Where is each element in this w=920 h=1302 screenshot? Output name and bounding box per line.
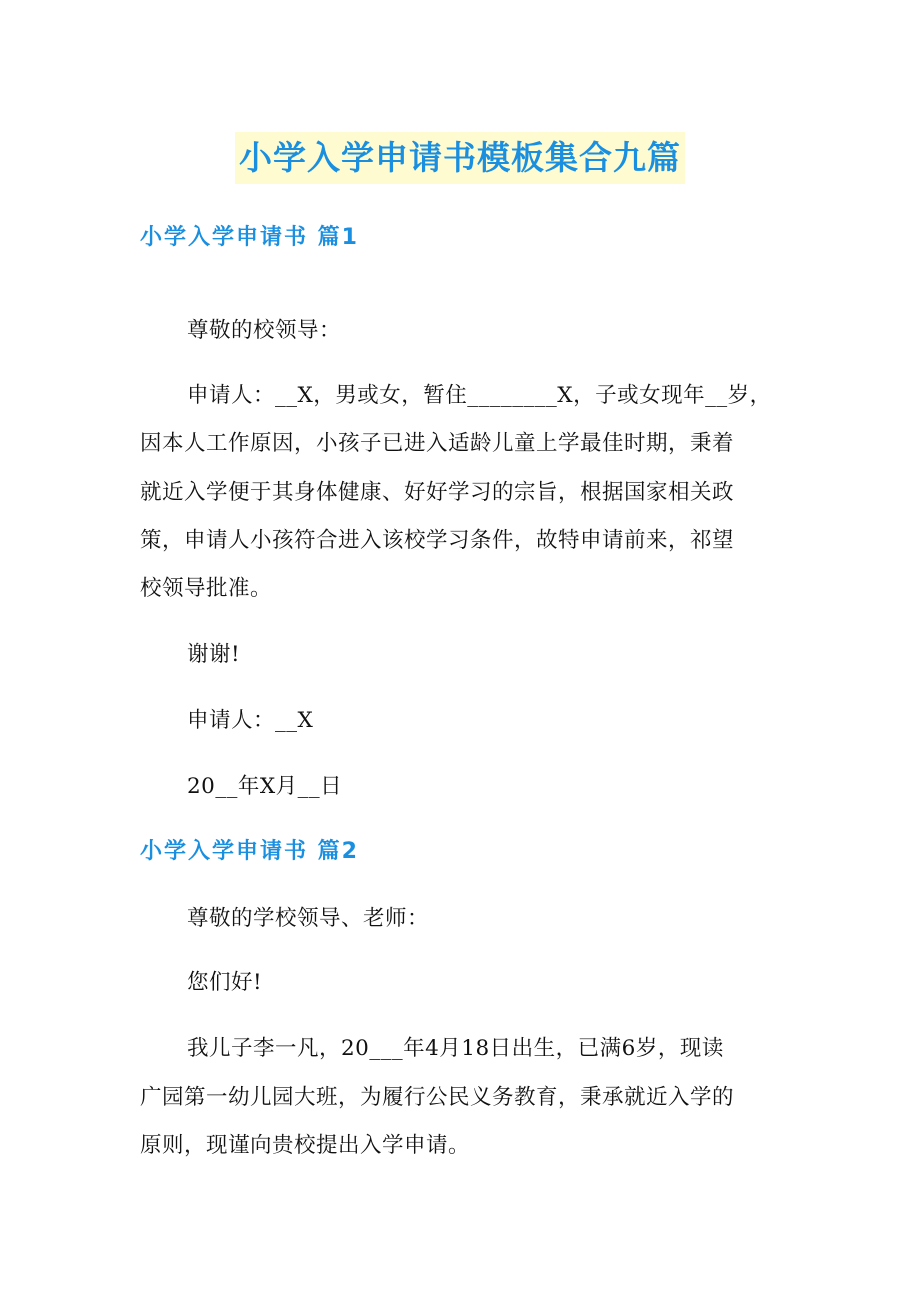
section-heading-2: 小学入学申请书 篇2 [140, 839, 359, 864]
title-container [0, 132, 920, 184]
paragraph-1-line-4: 策，申请人小孩符合进入该校学习条件，故特申请前来，祁望 [140, 528, 735, 553]
paragraph-1-line-5: 校领导批准。 [140, 576, 273, 601]
paragraph-1-line-2: 因本人工作原因，小孩子已进入适龄儿童上学最佳时期，秉着 [140, 431, 735, 456]
document-title: 小学入学申请书模板集合九篇 [235, 132, 685, 184]
section-heading-1: 小学入学申请书 篇1 [140, 225, 359, 250]
salutation-1: 尊敬的校领导： [187, 318, 342, 343]
paragraph-2-line-2: 广园第一幼儿园大班，为履行公民义务教育，秉承就近入学的 [140, 1085, 735, 1110]
paragraph-1-line-1: 申请人：__X，男或女，暂住________X，子或女现年__岁， [187, 383, 772, 408]
paragraph-2-line-3: 原则，现谨向贵校提出入学申请。 [140, 1133, 471, 1158]
greeting-2: 您们好! [187, 970, 263, 995]
thanks-1: 谢谢! [187, 642, 241, 667]
paragraph-2-line-1: 我儿子李一凡，20___年4月18日出生，已满6岁，现读 [187, 1036, 724, 1061]
signature-1: 申请人：__X [187, 708, 314, 733]
paragraph-1-line-3: 就近入学便于其身体健康、好好学习的宗旨，根据国家相关政 [140, 480, 735, 505]
salutation-2: 尊敬的学校领导、老师： [187, 906, 430, 931]
date-1: 20__年X月__日 [187, 774, 343, 799]
